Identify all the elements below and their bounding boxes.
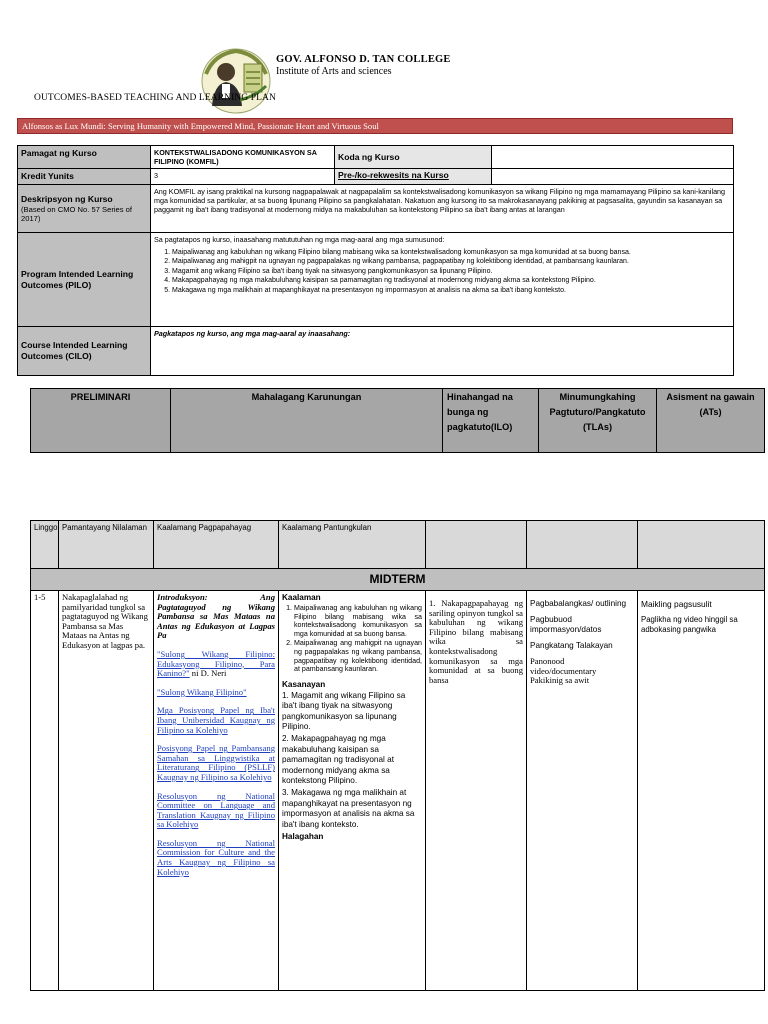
- pamantayan-header: Pamantayang Nilalaman: [59, 521, 154, 569]
- at-item: Paglikha ng video hinggil sa adbokasing pangwika: [641, 614, 738, 634]
- ats-cell: [638, 591, 765, 991]
- blank-header: [426, 521, 527, 569]
- plan-title: OUTCOMES-BASED TEACHING AND LEARNING PLAN: [34, 93, 276, 103]
- link-psllf[interactable]: Posisyong Papel ng Pambansang Samahan sa Linggwistika at Literaturang Filipino (PSLLF) Kaugnay ng Filipino sa Kolehiyo: [157, 743, 275, 782]
- college-header: [200, 44, 500, 116]
- link-nclt-resolusyon[interactable]: Resolusyon ng National Committee on Language and Translation Kaugnay ng Filipino sa Kolehiyo: [157, 790, 275, 830]
- pilo-item: 3. Magamit ang wikang Filipino sa iba't ibang tiyak na sitwasyong pangkomunikasyon sa lipunang Pilipino.: [172, 267, 730, 276]
- blank-header: [638, 521, 765, 569]
- linggo-header: Linggo: [31, 521, 59, 569]
- course-info-table: [17, 145, 734, 376]
- kredit-value: 3: [151, 169, 335, 185]
- pagpapahayag-header: Kaalamang Pagpapahayag: [154, 521, 279, 569]
- blank-header: [527, 521, 638, 569]
- pamantayan-cell: Nakapaglalahad ng pamilyaridad tungkol sa pagtataguyod ng Wikang Pambansa sa Mas Mataas na Antas ng Edukasyon at lagpas pa.: [59, 591, 154, 991]
- tlas-header: Minumungkahing Pagtuturo/Pangkatuto (TLAs): [539, 389, 657, 453]
- koda-value: [492, 146, 734, 169]
- pilo-item: 5. Makagawa ng mga malikhain at mapanghikayat na presentasyon ng impormasyon at analisis na akma sa iba't ibang konteksto.: [172, 286, 730, 295]
- pagpapahayag-cell: [154, 591, 279, 991]
- deskripsyon-label: Deskripsyon ng Kurso: [21, 193, 113, 204]
- tla-item: Pangkatang Talakayan: [530, 641, 613, 650]
- koda-label: Koda ng Kurso: [335, 146, 492, 169]
- midterm-table: [30, 520, 765, 991]
- tla-item: Pagbubuod impormasyon/datos: [530, 615, 602, 634]
- prelim-table: [30, 388, 765, 453]
- midterm-label: MIDTERM: [31, 569, 765, 591]
- link-ncca-resolusyon[interactable]: Resolusyon ng National Commission for Culture and the Arts Kaugnay ng Filipino sa Kolehiyo: [157, 837, 275, 877]
- week-cell: 1-5: [31, 591, 59, 991]
- kasanayan-item: 2. Makapagpahayag ng mga makabuluhang kaisipan sa pamamagitan ng tradisyonal at modernong midyang akma sa kontekstong Pilipino.: [282, 734, 394, 785]
- cilo-value: Pagkatapos ng kurso, ang mga mag-aaral ay inaasahang:: [151, 327, 734, 376]
- link-posisyong-papel-unibersidad[interactable]: Mga Posisyong Papel ng Iba't Ibang Unibersidad Kaugnay ng Filipino sa Kolehiyo: [157, 705, 275, 735]
- deskripsyon-sub: (Based on CMO No. 57 Series of 2017): [21, 204, 133, 223]
- pilo-item: 1. Maipaliwanag ang kabuluhan ng wikang Filipino bilang mabisang wika sa kontekstwalisadong komunikasyon sa mga komunidad at sa buong bansa.: [172, 248, 730, 257]
- tla-item: Panonood video/documentary Pakikinig sa awit: [530, 656, 597, 686]
- prereq-label: Pre-/ko-rekwesits na Kurso: [335, 169, 492, 185]
- kasanayan-heading: Kasanayan: [282, 679, 326, 689]
- ilo-header: Hinahangad na bunga ng pagkatuto(ILO): [443, 389, 539, 453]
- kaalaman-item: 2. Maipaliwanag ang mahigpit na ugnayan ng pagpapalakas ng wikang pambansa, pagpapatibay ng kolektibong identidad, at pambansang kaunlaran.: [294, 639, 422, 673]
- tlas-cell: [527, 591, 638, 991]
- pilo-list: [172, 248, 730, 295]
- pilo-item: 4. Makapagpahayag ng mga makabuluhang kaisipan sa pamamagitan ng tradisyonal at modernong midyang akma sa kontekstong Pilipino.: [172, 276, 730, 285]
- pamagat-label: Pamagat ng Kurso: [18, 146, 151, 169]
- kredit-label: Kredit Yunits: [18, 169, 151, 185]
- link-sulong-wikang-filipino[interactable]: "Sulong Wikang Filipino": [157, 686, 247, 697]
- link-sulong-edukasyon[interactable]: "Sulong Wikang Filipino: Edukasyong Filipino, Para Kanino?": [157, 648, 275, 679]
- pantungkulan-cell: [279, 591, 426, 991]
- introduction-text: Introduksyon: Ang Pagtataguyod ng Wikang Pambansa sa Mas Mataas na Antas ng Edukasyon at Lagpas Pa: [157, 592, 275, 641]
- motto-banner: Alfonsos as Lux Mundi: Serving Humanity with Empowered Mind, Passionate Heart and Virtuous Soul: [17, 118, 733, 134]
- kaalaman-item: 1. Maipaliwanag ang kabuluhan ng wikang Filipino bilang mabisang wika sa kontekstwalisadong komunikasyon sa mga komunidad at sa buong bansa.: [294, 604, 422, 638]
- mahalagang-karunungan-header: Mahalagang Karunungan: [171, 389, 443, 453]
- tla-item: Pagbabalangkas/ outlining: [530, 599, 627, 608]
- deskripsyon-label-cell: [18, 185, 151, 233]
- prereq-value: [492, 169, 734, 185]
- kasanayan-item: 3. Makagawa ng mga malikhain at mapanghikayat na presentasyon ng impormasyon at analisis na akma sa iba't ibang konteksto.: [282, 788, 415, 829]
- pantungkulan-header: Kaalamang Pantungkulan: [279, 521, 426, 569]
- college-subtitle: Institute of Arts and sciences: [276, 66, 392, 77]
- link1-block: [157, 650, 275, 679]
- pilo-item: 2. Maipaliwanag ang mahigpit na ugnayan ng pagpapalakas ng wikang pambansa, pagpapatibay ng kolektibong identidad, at pambansang kaunlaran.: [172, 257, 730, 266]
- kasanayan-list: [282, 691, 422, 830]
- link1-author: ni D. Neri: [189, 668, 227, 679]
- prelim-header: PRELIMINARI: [31, 389, 171, 453]
- at-item: Maikling pagsusulit: [641, 599, 712, 609]
- kaalaman-list: [294, 604, 422, 674]
- ats-header: Asisment na gawain (ATs): [657, 389, 765, 453]
- college-name: GOV. ALFONSO D. TAN COLLEGE: [276, 54, 451, 65]
- college-logo-icon: [200, 44, 272, 116]
- halagahan-heading: Halagahan: [282, 832, 324, 842]
- deskripsyon-value: Ang KOMFIL ay isang praktikal na kursong nagpapalawak at nagpapalalim sa kontekstwalisadong komunikasyon sa wikang Filipino ng mga mamamayang Pilipino sa kani-kanilang mga komunidad sa partikular, at sa buong lipunang Pilipino sa pangkalahatan. Nakatuon ang kursong ito sa makrokasanayang pakikinig at pagsasalita, gayundin sa kasanayan sa paggamit ng iba't ibang tradisyonal at modernong midya na makabuluhan sa kontekstong Pilipino sa iba't ibang antas at larangan: [151, 185, 734, 233]
- pamagat-value: KONTEKSTWALISADONG KOMUNIKASYON SA FILIPINO (KOMFIL): [151, 146, 335, 169]
- kasanayan-item: 1. Magamit ang wikang Filipino sa iba't ibang tiyak na sitwasyong pangkomunikasyon sa lipunang Pilipino.: [282, 690, 406, 731]
- pilo-intro: Sa pagtatapos ng kurso, inaasahang matututuhan ng mga mag-aaral ang mga sumusunod:: [154, 235, 445, 244]
- pilo-cell: [151, 233, 734, 327]
- kaalaman-heading: Kaalaman: [282, 593, 321, 602]
- cilo-label: Course Intended Learning Outcomes (CILO): [18, 327, 151, 376]
- pilo-label: Program Intended Learning Outcomes (PILO): [18, 233, 151, 327]
- ilo-cell: 1. Nakapagpapahayag ng sariling opinyon tungkol sa kabuluhan ng wikang Filipino bilang mabisang wika sa kontekstwalisadong komunikasyon sa mga komunidad at sa buong bansa: [426, 591, 527, 991]
